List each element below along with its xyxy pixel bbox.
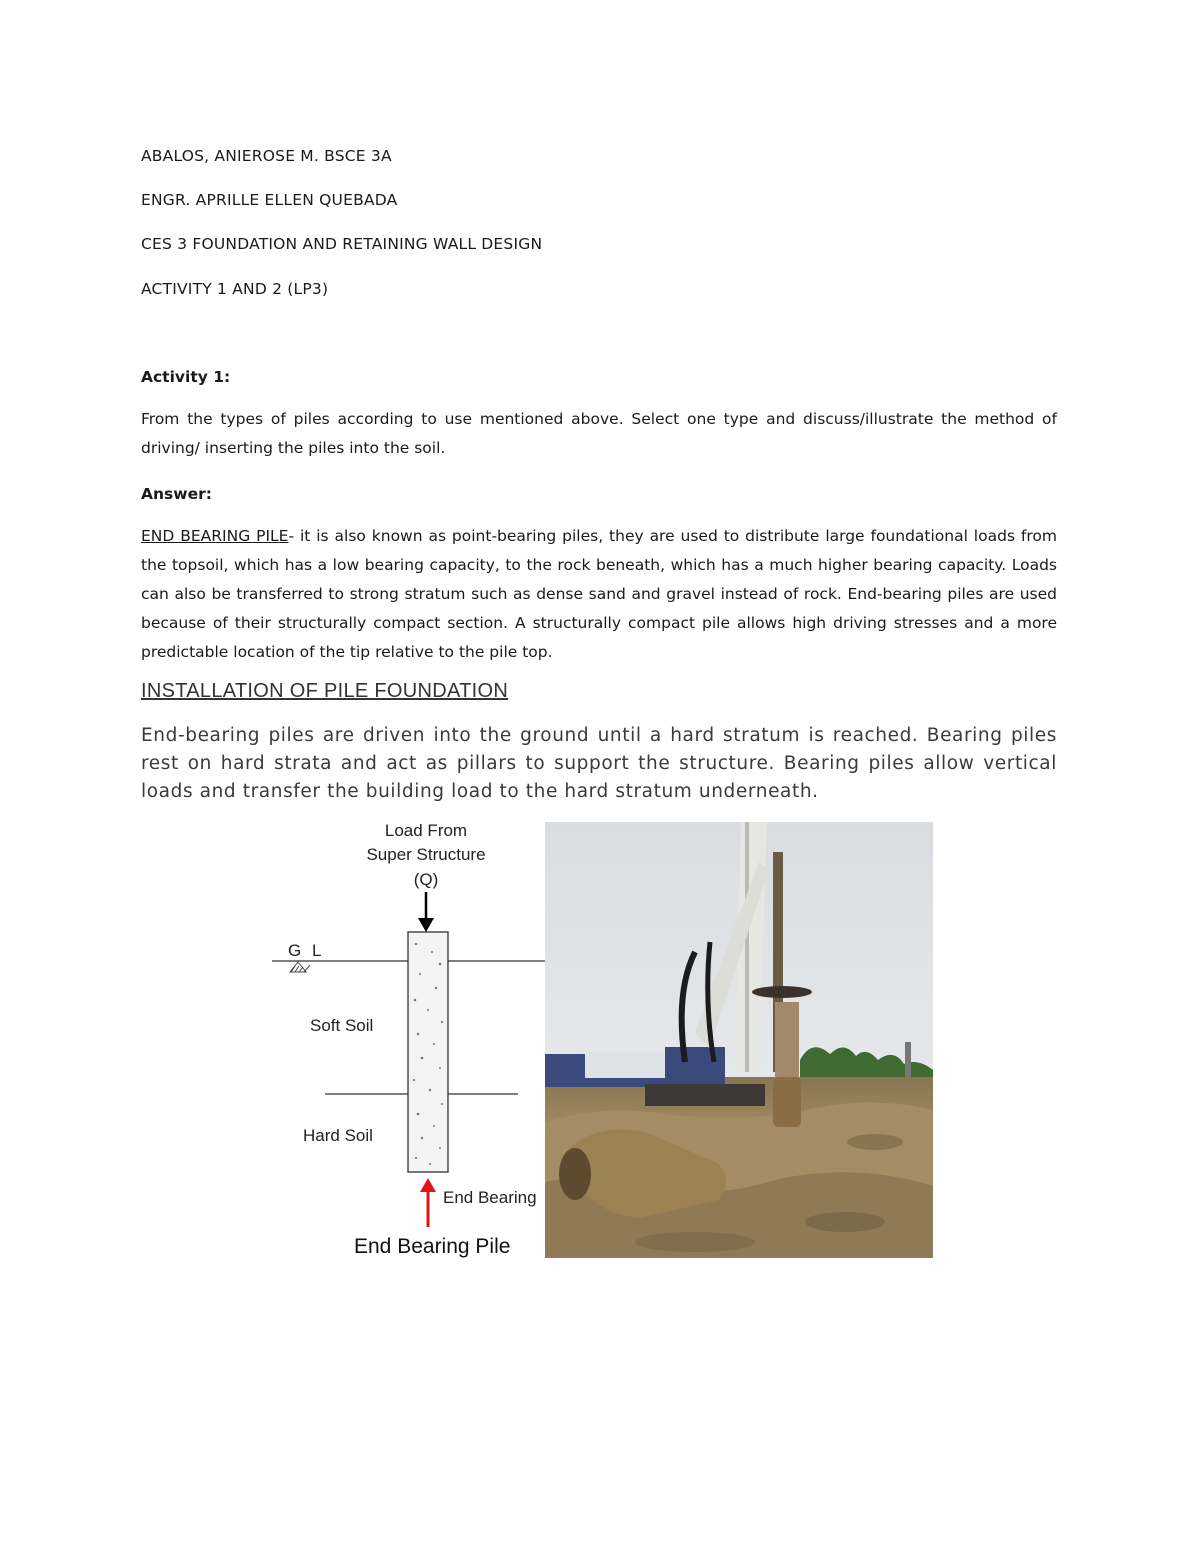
load-label-line3: (Q) — [413, 870, 439, 889]
course-title: CES 3 FOUNDATION AND RETAINING WALL DESIGN — [141, 235, 543, 253]
load-arrow-head — [418, 918, 434, 932]
diagram-caption: End Bearing Pile — [354, 1235, 511, 1258]
pile-shaft — [408, 932, 448, 1172]
hard-soil-label: Hard Soil — [303, 1126, 373, 1145]
end-bearing-arrow-head — [420, 1178, 436, 1192]
answer-label: Answer: — [141, 485, 212, 503]
end-bearing-label: End Bearing — [443, 1188, 537, 1207]
load-label-line2: Super Structure — [366, 845, 486, 864]
load-label-line1: Load From — [384, 821, 468, 840]
answer-paragraph — [141, 522, 1057, 667]
activity1-heading: Activity 1: — [141, 368, 231, 386]
student-name: ABALOS, ANIEROSE M. BSCE 3A — [141, 147, 392, 165]
gl-label: G L — [288, 941, 325, 960]
pile-drilling-rig-photo — [545, 822, 933, 1258]
installation-title: INSTALLATION OF PILE FOUNDATION — [141, 680, 509, 702]
end-bearing-pile-diagram — [260, 812, 550, 1262]
answer-text: - it is also known as point-bearing piles, they are used to distribute large foundational loads from the topsoil, which has a low bearing capacity, to the rock beneath, which has a much higher bearing capacity. Loads can also be transferred to strong stratum such as dense sand and gravel instead of rock. End-bearing piles are used because of their structurally compact section. A structurally compact pile allows high driving stresses and a more predictable location of the tip relative to the pile top. — [141, 527, 1057, 661]
ground-symbol-icon — [290, 962, 310, 972]
soft-soil-label: Soft Soil — [310, 1016, 374, 1035]
instructor-name: ENGR. APRILLE ELLEN QUEBADA — [141, 191, 398, 209]
activity1-question: From the types of piles according to use mentioned above. Select one type and discuss/illustrate the method of driving/ inserting the piles into the soil. — [141, 410, 1057, 457]
activity-title: ACTIVITY 1 AND 2 (LP3) — [141, 280, 329, 298]
installation-text: End-bearing piles are driven into the ground until a hard stratum is reached. Bearing piles rest on hard strata and act as pillars to support the structure. Bearing piles allow vertical loads and transfer the building load to the hard stratum underneath. — [141, 725, 1057, 802]
answer-term: END BEARING PILE — [141, 527, 289, 545]
